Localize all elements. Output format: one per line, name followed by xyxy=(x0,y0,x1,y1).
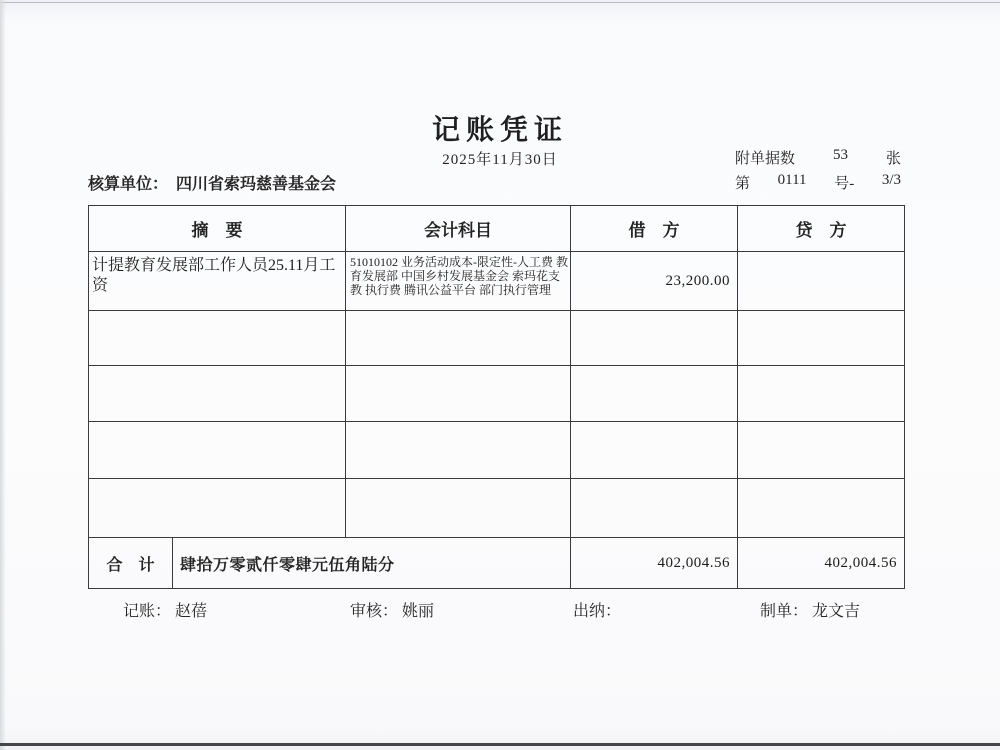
cell-debit xyxy=(571,311,738,365)
cell-credit xyxy=(738,311,904,365)
cell-summary: 计提教育发展部工作人员25.11月工资 xyxy=(89,252,346,310)
cell-summary xyxy=(89,422,346,478)
cell-debit: 23,200.00 xyxy=(571,252,738,310)
signature-cashier xyxy=(573,598,625,621)
page-title: 记账凭证 xyxy=(431,115,568,146)
preparer-name: 龙文吉 xyxy=(812,603,861,620)
total-amount-in-words: 肆拾万零贰仟零肆元伍角陆分 xyxy=(173,538,571,588)
accounting-unit-name: 四川省索玛慈善基金会 xyxy=(176,176,337,193)
attachment-count: 53 xyxy=(833,147,848,163)
cell-account xyxy=(346,422,571,478)
cell-credit xyxy=(738,252,904,310)
cell-credit xyxy=(738,479,904,537)
cell-summary xyxy=(89,479,346,537)
header-cell-account: 会计科目 xyxy=(346,206,571,251)
cell-debit xyxy=(571,422,738,478)
header-cell-credit: 贷 方 xyxy=(795,221,847,240)
signature-preparer xyxy=(760,598,860,621)
signature-reviewer xyxy=(350,598,434,621)
cell-account xyxy=(346,311,571,365)
accounting-unit-label: 核算单位： xyxy=(88,176,169,193)
table-row xyxy=(89,252,904,311)
signature-bookkeeper xyxy=(123,598,207,621)
total-label: 合 计 xyxy=(89,538,173,588)
cell-account: 51010102 业务活动成本-限定性-人工费 教育发展部 中国乡村发展基金会 索玛花支教 执行费 腾讯公益平台 部门执行管理 xyxy=(346,252,571,310)
scan-edge-top xyxy=(0,2,1000,3)
header-cell-debit: 借 方 xyxy=(571,206,738,251)
voucher-date: 2025年11月30日 xyxy=(442,152,558,168)
voucher-table xyxy=(88,205,905,589)
reviewer-label: 审核： xyxy=(350,603,399,620)
reviewer-name: 姚丽 xyxy=(402,603,435,620)
accounting-unit-row xyxy=(88,171,336,194)
cell-account xyxy=(346,479,571,537)
attachment-label: 附单据数 xyxy=(735,151,796,167)
cell-summary xyxy=(89,366,346,421)
preparer-label: 制单： xyxy=(760,603,809,620)
bookkeeper-label: 记账： xyxy=(123,603,172,620)
cashier-label: 出纳： xyxy=(573,603,622,620)
voucher-number-row xyxy=(735,172,901,193)
total-debit: 402,004.56 xyxy=(571,538,738,588)
cell-credit xyxy=(738,422,904,478)
total-row xyxy=(89,538,904,588)
table-header-row xyxy=(89,206,904,252)
cell-debit xyxy=(571,366,738,421)
attachment-count-row xyxy=(735,147,901,168)
bookkeeper-name: 赵蓓 xyxy=(175,603,208,620)
scan-edge-bottom xyxy=(0,743,1000,746)
attachment-unit: 张 xyxy=(885,151,901,167)
voucher-no-page: 3/3 xyxy=(881,172,901,188)
table-row xyxy=(89,366,904,422)
table-row xyxy=(89,479,904,538)
voucher-no-suffix: 号- xyxy=(834,176,855,192)
voucher-no-prefix: 第 xyxy=(735,176,751,192)
cell-account xyxy=(346,366,571,421)
voucher-no-number: 0111 xyxy=(777,172,807,188)
header-cell-summary: 摘 要 xyxy=(89,206,346,251)
table-row xyxy=(89,311,904,366)
table-row xyxy=(89,422,904,479)
cell-credit xyxy=(738,366,904,421)
signature-row xyxy=(0,598,1000,620)
cell-summary xyxy=(89,311,346,365)
total-credit: 402,004.56 xyxy=(824,554,897,571)
cell-debit xyxy=(571,479,738,537)
